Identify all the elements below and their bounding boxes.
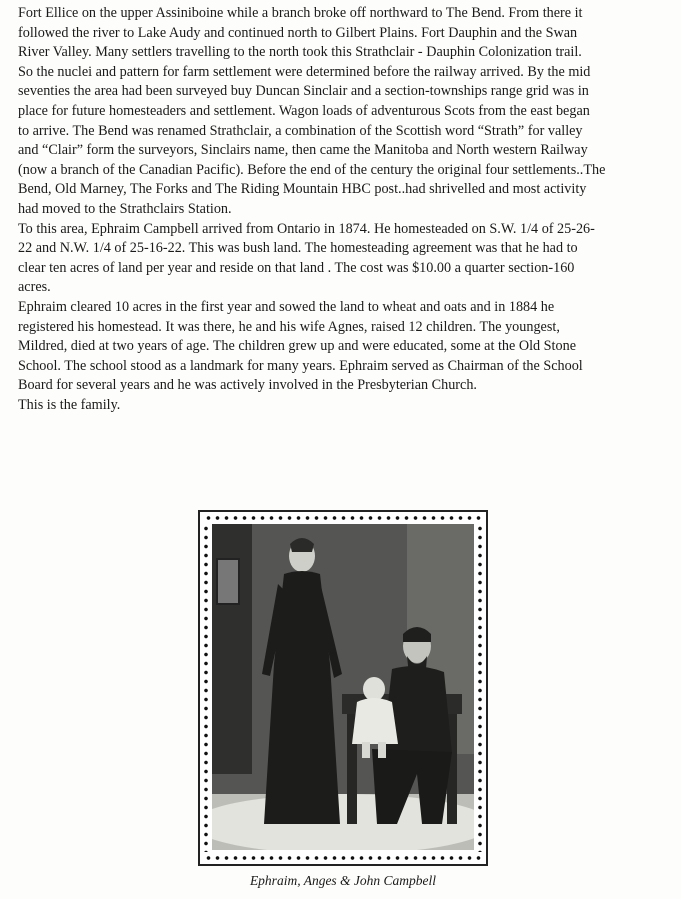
body-text	[18, 4, 664, 415]
text-line: and “Clair” form the surveyors, Sinclairs name, then came the Manitoba and North western Railway	[18, 142, 588, 159]
text-line: 22 and N.W. 1/4 of 25-16-22. This was bush land. The homesteading agreement was that he had to	[18, 240, 578, 257]
paragraph-history	[18, 4, 664, 220]
photo-caption: Ephraim, Anges & John Campbell	[249, 873, 437, 888]
text-line: had moved to the Strathclairs Station.	[18, 200, 232, 217]
text-line: acres.	[18, 279, 51, 296]
text-line: Fort Ellice on the upper Assiniboine while a branch broke off northward to The Bend. From there it	[18, 5, 583, 21]
text-line: seventies the area had been surveyed buy Duncan Sinclair and a section-townships range grid was in	[18, 83, 589, 100]
text-line: Ephraim cleared 10 acres in the first year and sowed the land to wheat and oats and in 1884 he	[18, 298, 555, 315]
text-line: clear ten acres of land per year and reside on that land . The cost was $10.00 a quarter section-160	[18, 259, 575, 276]
text-line: Board for several years and he was actively involved in the Presbyterian Church.	[18, 377, 477, 394]
text-line: School. The school stood as a landmark for many years. Ephraim served as Chairman of the School	[18, 357, 583, 374]
dotted-border-left	[203, 524, 209, 852]
paragraph-homestead	[18, 220, 664, 298]
paragraph-family	[18, 298, 664, 396]
text-line: place for future homesteaders and settlement. Wagon loads of adventurous Scots from the east began	[18, 102, 590, 119]
dotted-border-bottom	[204, 855, 482, 861]
text-line: (now a branch of the Canadian Pacific). Before the end of the century the original four settlements..The	[18, 161, 606, 178]
text-line: to arrive. The Bend was renamed Strathclair, a combination of the Scottish word “Strath” for valley	[18, 122, 583, 139]
text-line: To this area, Ephraim Campbell arrived from Ontario in 1874. He homesteaded on S.W. 1/4 of 25-26-	[18, 220, 595, 237]
dotted-border-right	[477, 524, 483, 852]
photo-frame	[198, 510, 488, 866]
text-line: registered his homestead. It was there, he and his wife Agnes, raised 12 children. The youngest,	[18, 318, 560, 335]
wall-picture	[217, 559, 239, 604]
dotted-border-top	[204, 515, 482, 521]
text-line: This is the family.	[18, 396, 121, 413]
family-photo	[212, 524, 474, 850]
text-line: So the nuclei and pattern for farm settlement were determined before the railway arrived. By the mid	[18, 63, 591, 80]
text-line: Mildred, died at two years of age. The children grew up and were educated, some at the Old Stone	[18, 338, 576, 355]
text-line: followed the river to Lake Audy and continued north to Gilbert Plains. Fort Dauphin and the Swan	[18, 24, 578, 41]
paragraph-intro-photo	[18, 396, 664, 416]
text-line: River Valley. Many settlers travelling to the north took this Strathclair - Dauphin Colonization trail.	[18, 44, 582, 61]
family-photo-illustration	[212, 524, 474, 850]
text-line: Bend, Old Marney, The Forks and The Riding Mountain HBC post..had shrivelled and most activity	[18, 181, 587, 198]
